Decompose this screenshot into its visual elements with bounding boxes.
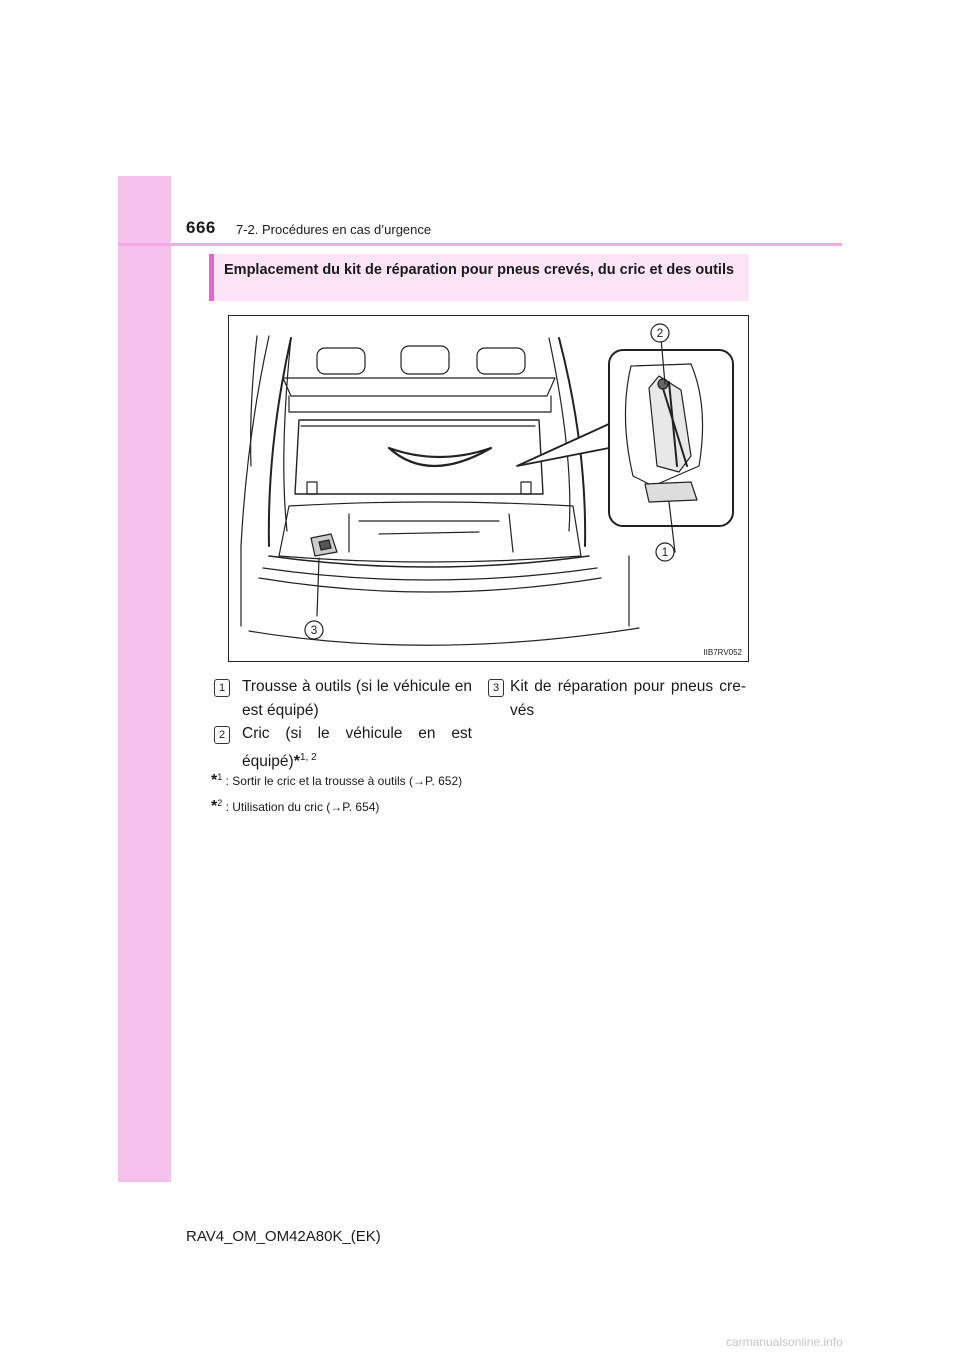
legend-number: 2 [214, 726, 230, 744]
trunk-drawing [229, 316, 748, 661]
legend-text: Kit de réparation pour pneus crevés [510, 678, 746, 719]
figure-code: IIB7RV052 [703, 648, 742, 657]
footnote-2 [211, 798, 379, 816]
heading-text: Emplacement du kit de réparation pour pneus crevés, du cric et des outils [224, 262, 735, 278]
footer-code: RAV4_OM_OM42A80K_(EK) [186, 1228, 381, 1245]
legend-number: 1 [214, 679, 230, 697]
legend-number: 3 [488, 679, 504, 697]
side-tab-band [118, 176, 171, 1182]
page-number: 666 [186, 218, 216, 237]
footnote-star: * [293, 753, 300, 771]
footnote-star: * [211, 798, 218, 815]
footnote-text: : Sortir le cric et la trousse à outils (→P. 652) [225, 774, 463, 788]
footnote-number: 1 [217, 772, 223, 782]
footnote-number: 2 [217, 798, 223, 808]
footnote-text: : Utilisation du cric (→P. 654) [225, 800, 380, 814]
watermark: carmanualsonline.info [726, 1335, 843, 1349]
footnote-star: * [211, 772, 218, 789]
trunk-illustration [228, 315, 749, 662]
footnote-1 [211, 772, 462, 790]
callout-1-label: 1 [661, 545, 669, 559]
heading-box [209, 254, 749, 301]
legend-text: Trousse à outils (si le véhicule en est équipé) [242, 678, 472, 719]
legend-text-wrap [242, 722, 472, 774]
footnote-ref: 1, 2 [299, 752, 317, 763]
callout-2-label: 2 [656, 326, 664, 340]
callout-3-label: 3 [310, 623, 318, 637]
legend-text: Cric (si le véhicule en est équipé) [242, 725, 472, 771]
header-rule [118, 243, 842, 246]
section-title: 7-2. Procédures en cas d’urgence [236, 222, 432, 237]
